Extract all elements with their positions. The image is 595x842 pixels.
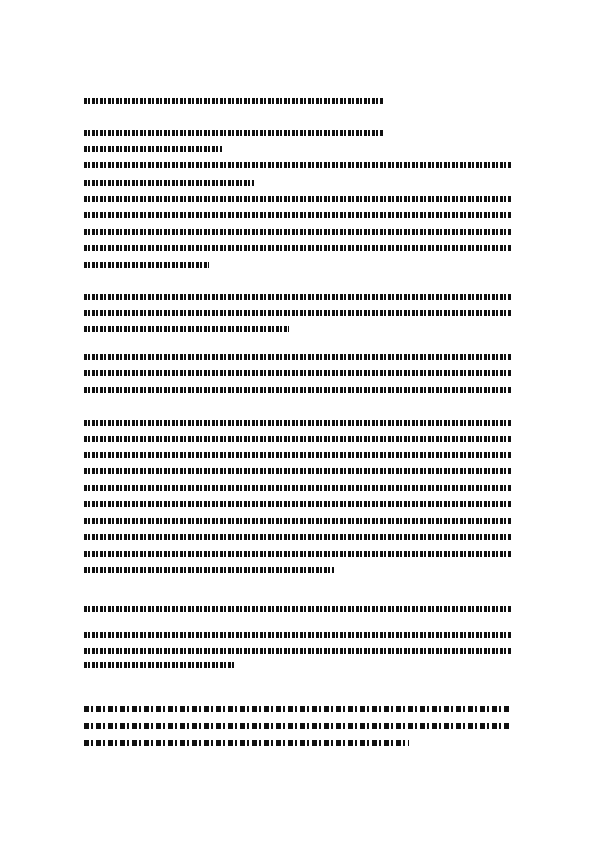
text-line xyxy=(84,162,511,168)
text-line xyxy=(84,551,511,557)
text-line xyxy=(84,98,384,104)
text-line xyxy=(84,518,511,524)
text-line xyxy=(84,370,511,376)
text-line xyxy=(84,146,222,152)
text-line xyxy=(84,229,511,235)
text-line xyxy=(84,452,511,458)
text-line xyxy=(84,245,511,251)
text-line xyxy=(84,354,511,360)
text-line xyxy=(84,662,234,668)
text-line xyxy=(84,534,511,540)
text-line xyxy=(84,294,511,300)
text-line xyxy=(84,436,511,442)
text-line xyxy=(84,740,409,746)
text-line xyxy=(84,262,209,268)
text-line xyxy=(84,606,511,612)
text-line xyxy=(84,648,511,654)
text-line xyxy=(84,212,511,218)
text-line xyxy=(84,485,511,491)
text-line xyxy=(84,130,384,136)
text-line xyxy=(84,567,334,573)
text-line xyxy=(84,420,511,426)
text-line xyxy=(84,468,511,474)
text-line xyxy=(84,196,511,202)
text-line xyxy=(84,326,289,332)
text-line xyxy=(84,180,254,186)
text-line xyxy=(84,706,511,712)
text-line xyxy=(84,310,511,316)
text-line xyxy=(84,387,511,393)
text-line xyxy=(84,723,511,729)
text-line xyxy=(84,632,511,638)
text-line xyxy=(84,501,511,507)
